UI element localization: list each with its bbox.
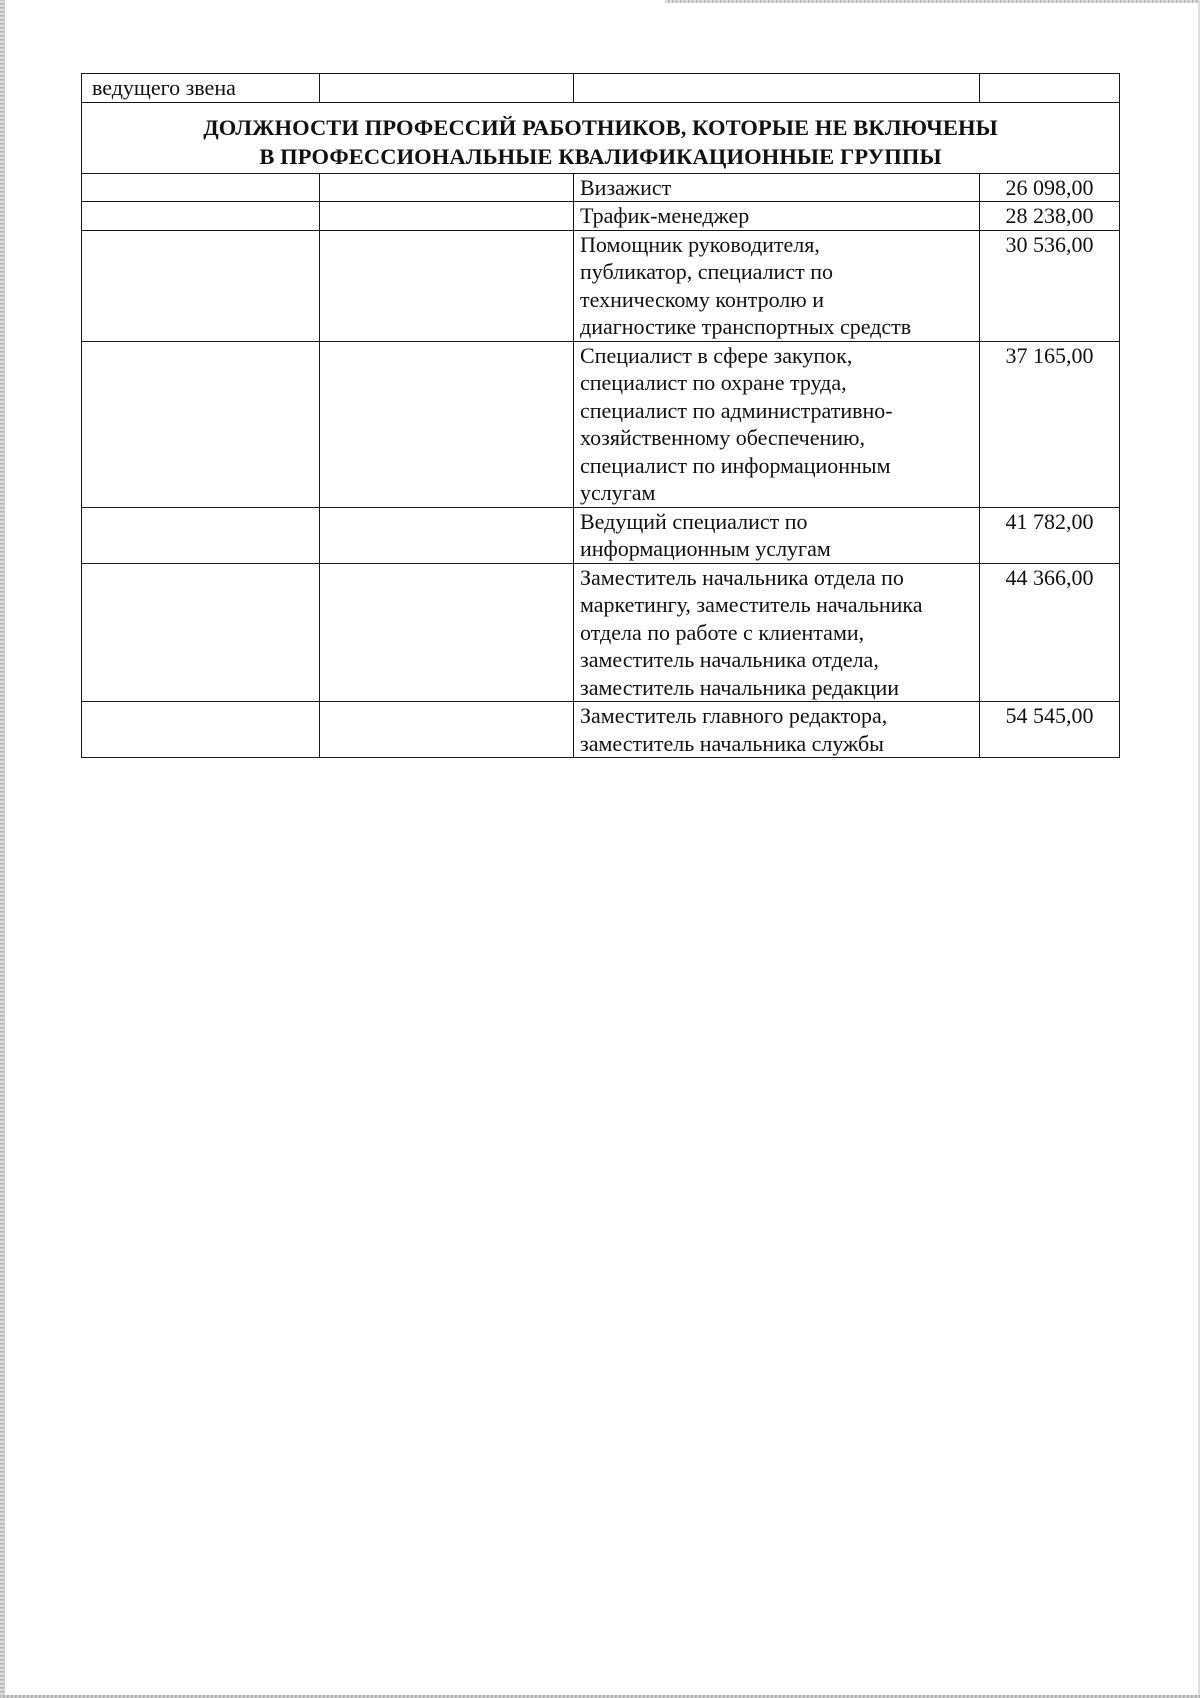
position-name-line: Визажист <box>580 174 672 200</box>
empty-cell <box>320 702 574 758</box>
empty-cell <box>320 173 574 202</box>
section-heading <box>82 102 1120 173</box>
empty-cell <box>574 74 980 103</box>
position-name-line: заместитель начальника редакции <box>580 674 900 700</box>
table-row <box>82 507 1120 563</box>
position-name-cell <box>574 202 980 231</box>
empty-cell <box>82 702 320 758</box>
position-rows <box>82 173 1120 758</box>
salary-cell: 37 165,00 <box>980 341 1120 507</box>
empty-cell <box>320 341 574 507</box>
empty-cell <box>82 507 320 563</box>
position-name-cell <box>574 173 980 202</box>
empty-cell <box>82 173 320 202</box>
salary-cell: 54 545,00 <box>980 702 1120 758</box>
salary-cell: 44 366,00 <box>980 563 1120 702</box>
section-heading-line-1: ДОЛЖНОСТИ ПРОФЕССИЙ РАБОТНИКОВ, КОТОРЫЕ НЕ ВКЛЮЧЕНЫ <box>203 114 998 140</box>
position-name-line: информационным услугам <box>580 536 831 561</box>
position-name-line: диагностике транспортных средств <box>580 314 912 339</box>
position-name-line: публикатор, специалист по <box>580 259 833 284</box>
salary-cell: 26 098,00 <box>980 173 1120 202</box>
position-name-cell <box>574 702 980 758</box>
table-row <box>82 563 1120 702</box>
empty-cell <box>320 202 574 231</box>
table-row <box>82 230 1120 341</box>
empty-cell <box>82 202 320 231</box>
position-name-line: маркетингу, заместитель начальника <box>580 592 923 617</box>
group-name-cell: ведущего звена <box>82 74 320 103</box>
position-name-cell <box>574 563 980 702</box>
empty-cell <box>320 563 574 702</box>
scan-edge-top <box>665 0 1200 3</box>
scan-edge-left <box>0 0 5 1698</box>
empty-cell <box>82 230 320 341</box>
table-row <box>82 341 1120 507</box>
empty-cell <box>82 341 320 507</box>
salary-cell: 30 536,00 <box>980 230 1120 341</box>
empty-cell <box>980 74 1120 103</box>
table-row-top <box>82 74 1120 103</box>
empty-cell <box>320 230 574 341</box>
position-name-line: услугам <box>580 480 656 505</box>
position-name-line: заместитель начальника службы <box>580 730 884 756</box>
position-name-line: отдела по работе с клиентами, <box>580 619 865 645</box>
position-name-cell <box>574 230 980 341</box>
position-name-line: хозяйственному обеспечению, <box>580 425 865 450</box>
position-name-line: Помощник руководителя, <box>580 231 820 257</box>
section-heading-row <box>82 102 1120 173</box>
table-row <box>82 702 1120 758</box>
empty-cell <box>320 74 574 103</box>
position-name-line: Трафик-менеджер <box>580 203 750 228</box>
empty-cell <box>320 507 574 563</box>
table-row <box>82 202 1120 231</box>
section-heading-line-2: В ПРОФЕССИОНАЛЬНЫЕ КВАЛИФИКАЦИОННЫЕ ГРУППЫ <box>259 143 942 169</box>
position-name-cell <box>574 341 980 507</box>
position-name-line: Ведущий специалист по <box>580 508 808 534</box>
position-name-line: специалист по административно- <box>580 397 893 423</box>
position-name-line: Специалист в сфере закупок, <box>580 342 853 368</box>
position-name-line: специалист по охране труда, <box>580 370 847 395</box>
salary-cell: 41 782,00 <box>980 507 1120 563</box>
salary-table <box>81 73 1120 758</box>
position-name-line: техническому контролю и <box>580 286 824 312</box>
empty-cell <box>82 563 320 702</box>
position-name-line: Заместитель главного редактора, <box>580 703 888 728</box>
position-name-cell <box>574 507 980 563</box>
salary-cell: 28 238,00 <box>980 202 1120 231</box>
position-name-line: Заместитель начальника отдела по <box>580 564 904 590</box>
position-name-line: специалист по информационным <box>580 452 891 478</box>
table-row <box>82 173 1120 202</box>
position-name-line: заместитель начальника отдела, <box>580 647 879 672</box>
